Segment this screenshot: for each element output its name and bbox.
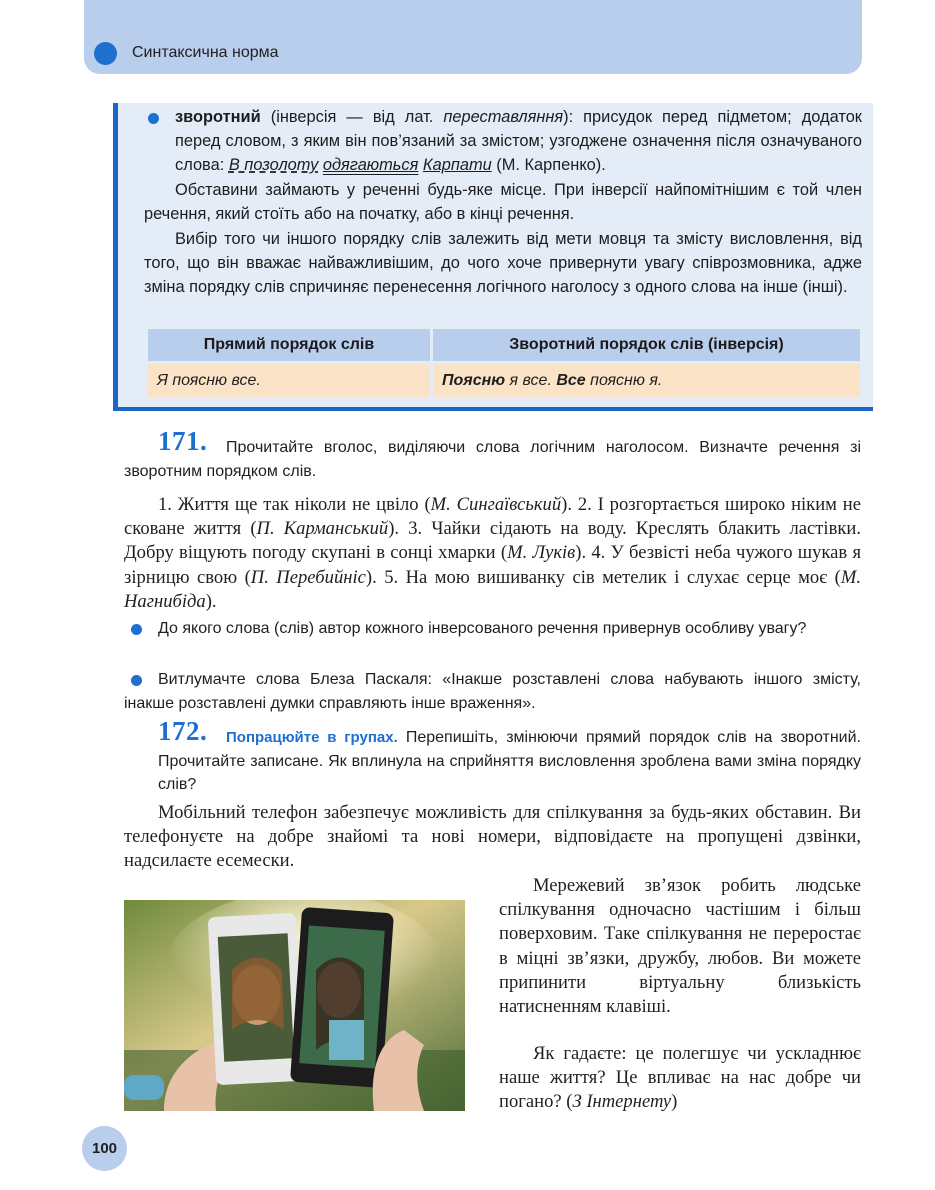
- source: З Інтернету: [572, 1091, 672, 1113]
- text: (М. Карпенко).: [491, 156, 606, 175]
- bullet-icon: [94, 42, 117, 65]
- text: Як гадаєте: це полегшує чи ускладнює наше життя? Це впливає на нас добре чи погано? (: [499, 1043, 861, 1113]
- text: поясню я.: [585, 371, 663, 389]
- text: я все.: [505, 371, 557, 389]
- accent-word: Все: [556, 371, 586, 389]
- page-number: 100: [82, 1126, 127, 1171]
- chapter-header: [84, 0, 862, 74]
- question-2: [124, 668, 861, 715]
- exercise-172-text-1: Мобільний телефон забезпечує можливість для спілкування за будь-яких обставин. Ви телефонуєте на добре знайомі та нові номери, відповідаєте на пропущені дзвінки, надсилаєте есемески.: [124, 802, 861, 872]
- text: ): [671, 1091, 678, 1113]
- table-cell: [433, 361, 860, 397]
- question-1: [124, 617, 861, 641]
- author: П. Карманський: [256, 518, 389, 540]
- bullet-icon: [131, 624, 142, 635]
- exercise-172-text-3: [499, 1042, 861, 1115]
- table-header: Зворотний порядок слів (інверсія): [433, 329, 860, 361]
- theory-paragraph-1: [175, 105, 862, 178]
- text: 1. Життя ще так ніколи не цвіло (: [158, 494, 431, 515]
- author: П. Перебийніс: [250, 566, 366, 588]
- example-word: В позолоту: [228, 156, 319, 175]
- accent-word: Поясню: [442, 371, 506, 389]
- exercise-172-task: [158, 716, 861, 797]
- exercise-number: 172.: [158, 716, 208, 746]
- question-text: Витлумачте слова Блеза Паскаля: «Інакше розставлені слова набувають іншого змісту, інакше розставлені думки справляють інше враження».: [124, 671, 861, 712]
- text: ).: [205, 590, 217, 612]
- exercise-number: 171.: [158, 426, 208, 456]
- table-cell: Я поясню все.: [148, 361, 430, 397]
- example-word: одягаються: [322, 156, 419, 175]
- table-header: Прямий порядок слів: [148, 329, 430, 361]
- bullet-icon: [148, 113, 159, 124]
- text: ). 5. На мою вишиванку сів метелик і слухає серце моє (: [365, 566, 841, 588]
- exercise-171-text: [124, 493, 861, 614]
- phones-photo: [124, 900, 465, 1111]
- author: М. Нагнибіда: [124, 566, 861, 612]
- term-bold: зворотний: [175, 108, 261, 126]
- theory-box: [113, 103, 873, 411]
- group-work-label: Попрацюйте в групах.: [226, 729, 398, 746]
- author: М. Сингаївський: [430, 494, 562, 515]
- author: М. Луків: [507, 542, 576, 564]
- word-order-table: [145, 329, 863, 397]
- chapter-title: Синтаксична норма: [132, 44, 279, 61]
- text: ). 4. У безвісті неба чужого шукав я зірницю свою (: [124, 542, 861, 588]
- text: ). 2. І розгортається широко ніким не сковане життя (: [124, 494, 861, 540]
- task-text: Прочитайте вголос, виділяючи слова логічним наголосом. Визначте речення зі зворотним порядком слів.: [124, 439, 861, 480]
- term-italic: переставляння: [443, 108, 564, 126]
- photo-image: [124, 900, 465, 1111]
- task-text: Перепишіть, змінюючи прямий порядок слів на зворотний. Прочитайте записане. Як вплинула на сприйняття висловлення зроблена вами зміна порядку слів?: [158, 729, 861, 793]
- text: ). 3. Чайки сідають на воду. Креслять блакить ластівки. Добру віщують погоду скупані в сонці хмарки (: [124, 518, 861, 564]
- text: (інверсія — від лат.: [260, 108, 444, 126]
- theory-paragraph-2: Обставини займають у реченні будь-яке місце. При інверсії найпомітнішим є той член речення, який стоїть або на початку, або в кінці речення.: [144, 181, 862, 224]
- question-text: До якого слова (слів) автор кожного інверсованого речення привернув особливу увагу?: [158, 620, 807, 637]
- exercise-172-text-2: Мережевий зв’язок робить людське спілкування одночасно частішим і більш поверховим. Таке спілкування не переростає в міцні зв’язки, дружбу, любов. Ви можете припинити віртуальну близькість натисненням клавіші.: [499, 875, 861, 1018]
- bullet-icon: [131, 675, 142, 686]
- exercise-171-task: [124, 426, 861, 483]
- text: ): присудок перед підметом; додаток перед словом, з яким він пов’язаний за змістом; узгоджене означення після означуваного слова:: [175, 108, 862, 175]
- example-word: Карпати: [422, 156, 492, 175]
- theory-paragraph-3: Вибір того чи іншого порядку слів залежить від мети мовця та змісту висловлення, від того, що він вважає найважливішим, до чого хоче привернути увагу співрозмовника, адже зміна порядку слів спричиняє перенесення логічного наголосу з одного слова на інше (інші).: [144, 230, 862, 297]
